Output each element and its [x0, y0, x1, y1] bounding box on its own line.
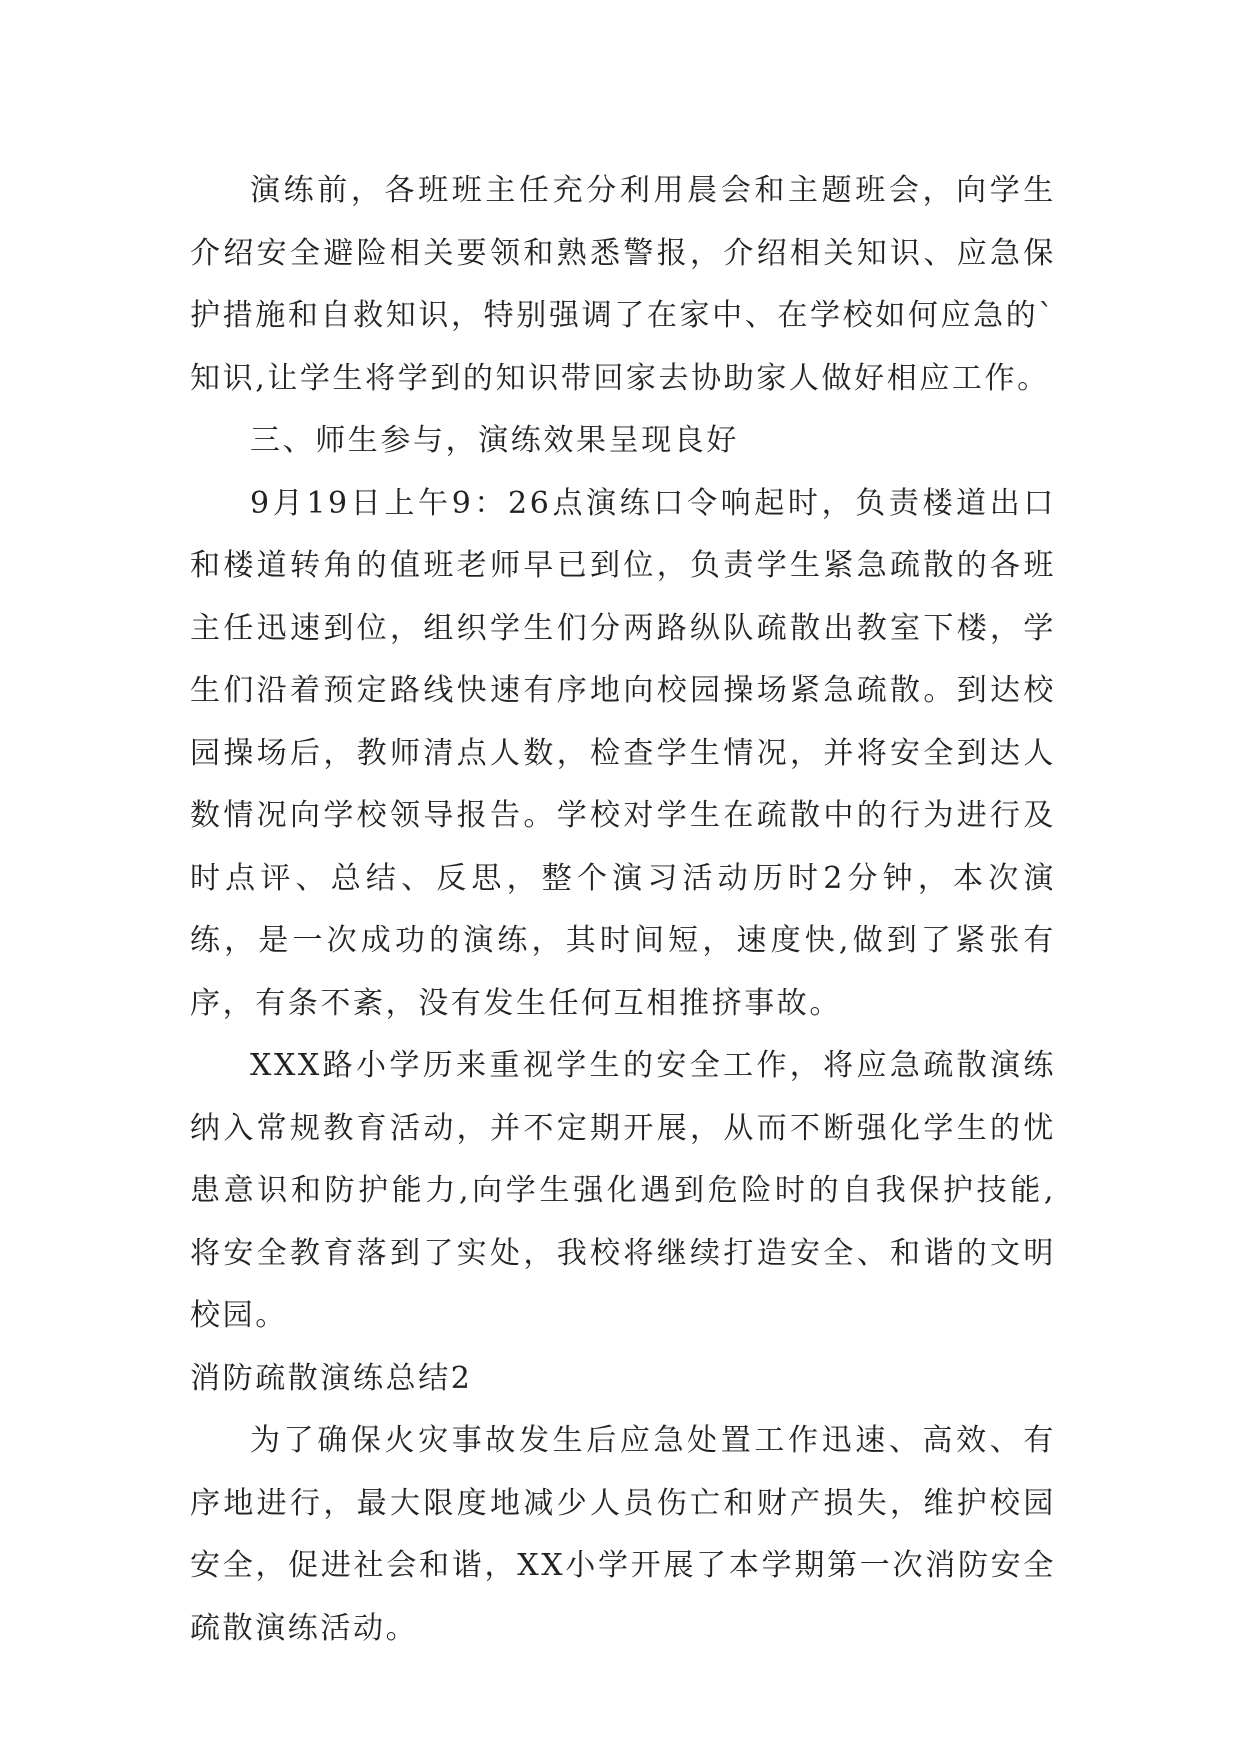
summary-title-2: 消防疏散演练总结2	[190, 1360, 473, 1396]
paragraph-drill-process: 9月19日上午9：26点演练口令响起时，负责楼道出口和楼道转角的值班老师早已到位，负责学生紧急疏散的各班主任迅速到位，组织学生们分两路纵队疏散出教室下楼，学生们沿着预定路线快速有序地向校园操场紧急疏散。到达校园操场后，教师清点人数，检查学生情况，并将安全到达人数情况向学校领导报告。学校对学生在疏散中的行为进行及时点评、总结、反思，整个演习活动历时2分钟，本次演练，是一次成功的演练，其时间短，速度快,做到了紧张有序，有条不紊，没有发生任何互相推挤事故。	[190, 485, 1056, 1021]
paragraph-summary-2-intro: 为了确保火灾事故发生后应急处置工作迅速、高效、有序地进行，最大限度地减少人员伤亡和财产损失，维护校园安全，促进社会和谐，XX小学开展了本学期第一次消防安全疏散演练活动。	[190, 1423, 1056, 1646]
section-heading-three: 三、师生参与，演练效果呈现良好	[250, 423, 739, 458]
paragraph-school-emphasis: XXX路小学历来重视学生的安全工作，将应急疏散演练纳入常规教育活动，并不定期开展，从而不断强化学生的忧患意识和防护能力,向学生强化遇到危险时的自我保护技能,将安全教育落到了实处，我校将继续打造安全、和谐的文明校园。	[190, 1048, 1056, 1333]
document-body	[190, 160, 1056, 1660]
paragraph-drill-preparation: 演练前，各班班主任充分利用晨会和主题班会，向学生介绍安全避险相关要领和熟悉警报，介绍相关知识、应急保护措施和自救知识，特别强调了在家中、在学校如何应急的`知识,让学生将学到的知识带回家去协助家人做好相应工作。	[190, 173, 1056, 396]
